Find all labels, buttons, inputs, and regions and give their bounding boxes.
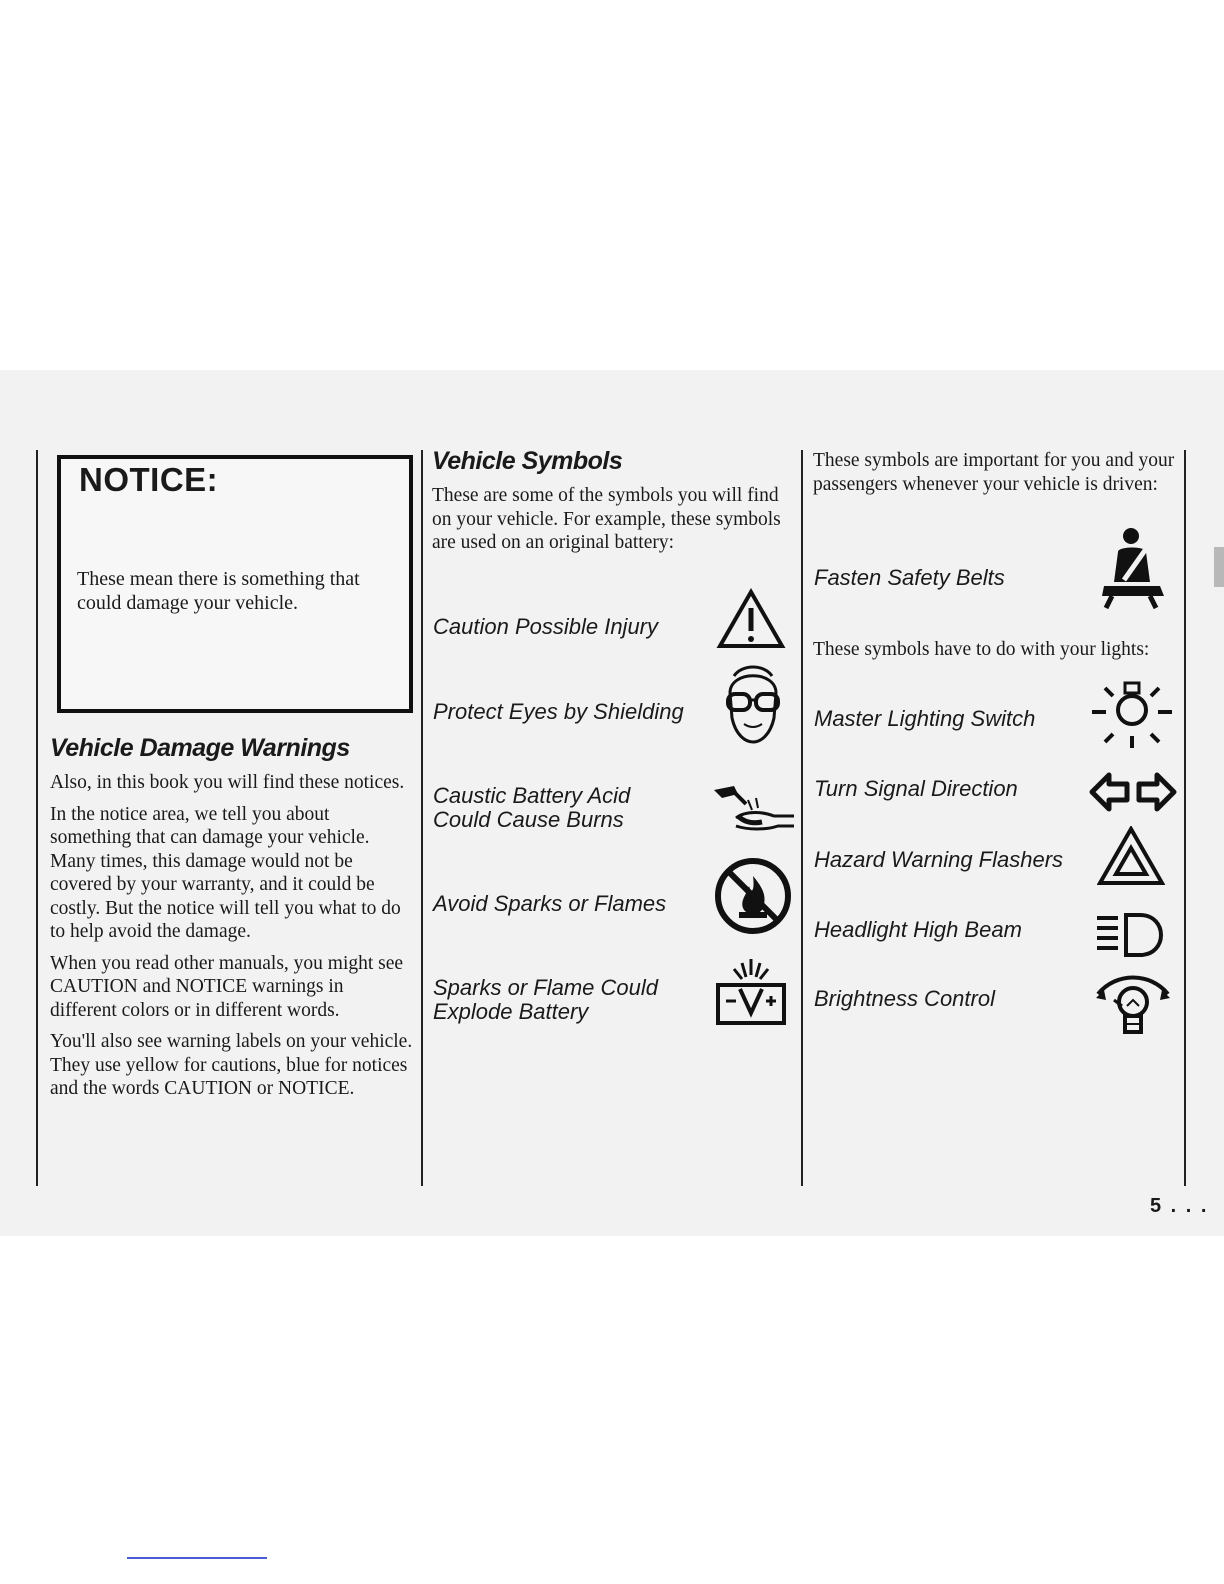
symbol-label: Sparks or Flame Could Explode Battery	[433, 975, 658, 1024]
light-symbol-label: Headlight High Beam	[814, 917, 1022, 942]
lights-intro: These symbols have to do with your lights:	[813, 639, 1150, 660]
symbol-label: Protect Eyes by Shielding	[433, 699, 684, 724]
light-symbol-label: Turn Signal Direction	[814, 776, 1018, 801]
turn-signal-arrows-icon	[1089, 770, 1177, 814]
acid-burn-hand-icon	[712, 782, 796, 836]
damage-warnings-body	[50, 771, 415, 1109]
high-beam-icon	[1094, 912, 1168, 958]
vehicle-symbols-intro: These are some of the symbols you will find on your vehicle. For example, these symbols are used on an original battery:	[432, 485, 781, 553]
page-number: 5 . . .	[1150, 1195, 1209, 1217]
link-underline	[127, 1557, 267, 1559]
damage-paragraph: You'll also see warning labels on your vehicle. They use yellow for cautions, blue for notices and the words CAUTION or NOTICE.	[50, 1031, 413, 1099]
brightness-bulb-icon	[1092, 970, 1174, 1042]
page-edge-mark	[1214, 547, 1224, 587]
symbol-label: Caustic Battery Acid Could Cause Burns	[433, 783, 631, 832]
notice-title: NOTICE:	[79, 461, 219, 498]
notice-box	[57, 455, 413, 713]
face-goggles-icon	[722, 658, 784, 746]
damage-paragraph: When you read other manuals, you might see CAUTION and NOTICE warnings in different colors or in different words.	[50, 952, 404, 1021]
vehicle-symbols-heading: Vehicle Symbols	[432, 447, 623, 475]
column-rule-left	[36, 450, 38, 1186]
symbol-label: Caution Possible Injury	[433, 614, 659, 639]
importance-intro: These symbols are important for you and your passengers whenever your vehicle is driven:	[813, 450, 1175, 495]
light-symbol-label: Brightness Control	[814, 986, 995, 1011]
master-light-icon	[1089, 680, 1175, 752]
seatbelt-icon	[1094, 524, 1172, 610]
damage-paragraph: In the notice area, we tell you about something that can damage your vehicle. Many times, this damage would not be covered by your warranty, and it could be costly. But the notice will tell you what to do to help avoid the damage.	[50, 803, 401, 942]
damage-warnings-heading: Vehicle Damage Warnings	[50, 734, 350, 762]
notice-text: These mean there is something that could damage your vehicle.	[77, 568, 360, 614]
seatbelt-label: Fasten Safety Belts	[814, 565, 1005, 590]
light-symbol-label: Master Lighting Switch	[814, 706, 1036, 731]
hazard-triangle-icon	[1097, 826, 1165, 886]
column-rule-right	[1184, 450, 1186, 1186]
damage-paragraph: Also, in this book you will find these notices.	[50, 772, 405, 793]
column-rule-mid-right	[801, 450, 803, 1186]
battery-explode-icon	[714, 955, 788, 1027]
column-rule-mid-left	[421, 450, 423, 1186]
light-symbol-label: Hazard Warning Flashers	[814, 847, 1064, 872]
no-flame-icon	[713, 856, 793, 936]
warning-triangle-icon	[716, 588, 786, 650]
symbol-label: Avoid Sparks or Flames	[433, 891, 667, 916]
